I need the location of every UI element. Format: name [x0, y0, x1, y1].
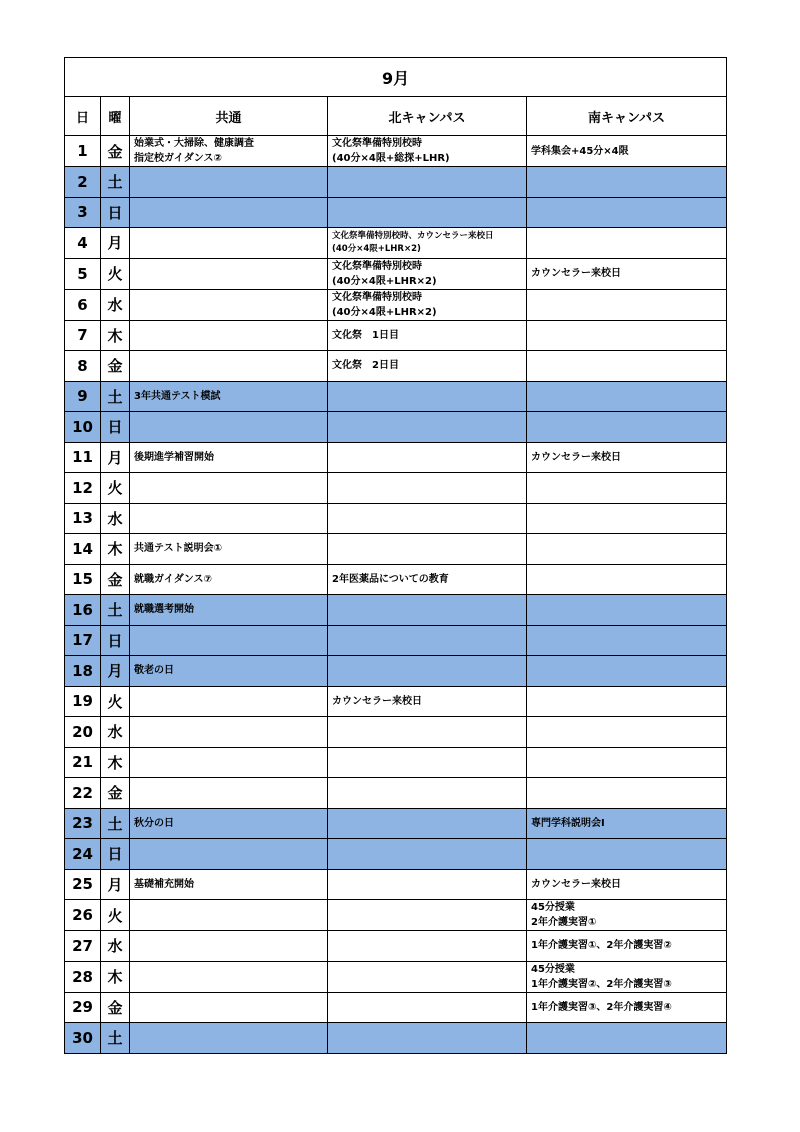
north-campus-cell: [328, 961, 527, 992]
day-number: 22: [65, 778, 101, 809]
south-campus-cell: [527, 534, 727, 565]
common-event-cell: 就職選考開始: [130, 595, 328, 626]
common-event-cell: [130, 839, 328, 870]
north-campus-cell: [328, 381, 527, 412]
day-number: 29: [65, 992, 101, 1023]
weekday-cell: 金: [101, 564, 130, 595]
north-campus-cell: [328, 808, 527, 839]
calendar-row: [65, 289, 727, 320]
day-number: 26: [65, 900, 101, 931]
day-number: 15: [65, 564, 101, 595]
calendar-row: [65, 258, 727, 289]
common-event-cell: 秋分の日: [130, 808, 328, 839]
weekday-cell: 月: [101, 656, 130, 687]
common-event-cell: [130, 320, 328, 351]
common-event-cell: [130, 747, 328, 778]
header-weekday: 曜: [101, 97, 130, 136]
common-event-cell: [130, 473, 328, 504]
calendar-row: [65, 136, 727, 167]
north-campus-cell: [328, 534, 527, 565]
north-campus-cell: カウンセラー来校日: [328, 686, 527, 717]
south-campus-cell: [527, 717, 727, 748]
calendar-row: [65, 686, 727, 717]
common-event-cell: 敬老の日: [130, 656, 328, 687]
month-title: 9月: [65, 58, 727, 97]
common-event-cell: 就職ガイダンス⑦: [130, 564, 328, 595]
day-number: 12: [65, 473, 101, 504]
south-campus-cell: [527, 473, 727, 504]
calendar-row: [65, 564, 727, 595]
day-number: 6: [65, 289, 101, 320]
day-number: 10: [65, 412, 101, 443]
day-number: 14: [65, 534, 101, 565]
south-campus-cell: [527, 351, 727, 382]
calendar-row: [65, 656, 727, 687]
south-campus-cell: [527, 1023, 727, 1054]
south-campus-cell: [527, 503, 727, 534]
common-event-cell: [130, 992, 328, 1023]
day-number: 30: [65, 1023, 101, 1054]
weekday-cell: 土: [101, 808, 130, 839]
weekday-cell: 土: [101, 595, 130, 626]
weekday-cell: 火: [101, 473, 130, 504]
weekday-cell: 火: [101, 900, 130, 931]
calendar-row: [65, 320, 727, 351]
common-event-cell: [130, 167, 328, 198]
south-campus-cell: [527, 656, 727, 687]
calendar-row: [65, 747, 727, 778]
weekday-cell: 日: [101, 412, 130, 443]
south-campus-cell: [527, 747, 727, 778]
north-campus-cell: [328, 656, 527, 687]
north-campus-cell: 文化祭準備特別校時 (40分×4限+総探+LHR): [328, 136, 527, 167]
weekday-cell: 木: [101, 747, 130, 778]
calendar-row: [65, 442, 727, 473]
weekday-cell: 火: [101, 258, 130, 289]
south-campus-cell: カウンセラー来校日: [527, 869, 727, 900]
common-event-cell: [130, 961, 328, 992]
south-campus-cell: [527, 564, 727, 595]
weekday-cell: 金: [101, 351, 130, 382]
north-campus-cell: [328, 503, 527, 534]
day-number: 2: [65, 167, 101, 198]
north-campus-cell: 文化祭 1日目: [328, 320, 527, 351]
calendar-row: [65, 534, 727, 565]
day-number: 16: [65, 595, 101, 626]
weekday-cell: 火: [101, 686, 130, 717]
north-campus-cell: [328, 900, 527, 931]
calendar-row: [65, 900, 727, 931]
south-campus-cell: [527, 167, 727, 198]
day-number: 3: [65, 197, 101, 228]
north-campus-cell: [328, 992, 527, 1023]
north-campus-cell: [328, 778, 527, 809]
weekday-cell: 水: [101, 717, 130, 748]
calendar-row: [65, 503, 727, 534]
south-campus-cell: 1年介護実習③、2年介護実習④: [527, 992, 727, 1023]
weekday-cell: 月: [101, 869, 130, 900]
weekday-cell: 木: [101, 320, 130, 351]
common-event-cell: [130, 351, 328, 382]
weekday-cell: 月: [101, 228, 130, 259]
day-number: 5: [65, 258, 101, 289]
weekday-cell: 土: [101, 167, 130, 198]
common-event-cell: [130, 289, 328, 320]
south-campus-cell: [527, 228, 727, 259]
south-campus-cell: [527, 686, 727, 717]
header-day: 日: [65, 97, 101, 136]
north-campus-cell: [328, 717, 527, 748]
weekday-cell: 土: [101, 1023, 130, 1054]
south-campus-cell: カウンセラー来校日: [527, 258, 727, 289]
common-event-cell: 後期進学補習開始: [130, 442, 328, 473]
common-event-cell: 始業式・大掃除、健康調査 指定校ガイダンス②: [130, 136, 328, 167]
calendar-row: [65, 197, 727, 228]
calendar-row: [65, 992, 727, 1023]
common-event-cell: [130, 228, 328, 259]
calendar-row: [65, 778, 727, 809]
day-number: 1: [65, 136, 101, 167]
weekday-cell: 水: [101, 503, 130, 534]
common-event-cell: [130, 258, 328, 289]
north-campus-cell: [328, 1023, 527, 1054]
north-campus-cell: [328, 625, 527, 656]
north-campus-cell: [328, 869, 527, 900]
day-number: 27: [65, 931, 101, 962]
north-campus-cell: [328, 839, 527, 870]
calendar-row: [65, 1023, 727, 1054]
north-campus-cell: 文化祭準備特別校時、カウンセラー来校日 (40分×4限+LHR×2): [328, 228, 527, 259]
common-event-cell: [130, 412, 328, 443]
calendar-body: [65, 136, 727, 1054]
north-campus-cell: [328, 473, 527, 504]
calendar-row: [65, 228, 727, 259]
south-campus-cell: [527, 625, 727, 656]
north-campus-cell: 2年医薬品についての教育: [328, 564, 527, 595]
weekday-cell: 水: [101, 289, 130, 320]
day-number: 24: [65, 839, 101, 870]
common-event-cell: [130, 778, 328, 809]
north-campus-cell: [328, 931, 527, 962]
day-number: 7: [65, 320, 101, 351]
day-number: 18: [65, 656, 101, 687]
day-number: 25: [65, 869, 101, 900]
calendar-row: [65, 869, 727, 900]
weekday-cell: 日: [101, 625, 130, 656]
header-north-campus: 北キャンパス: [328, 97, 527, 136]
north-campus-cell: 文化祭準備特別校時 (40分×4限+LHR×2): [328, 289, 527, 320]
calendar-row: [65, 473, 727, 504]
common-event-cell: [130, 1023, 328, 1054]
day-number: 4: [65, 228, 101, 259]
common-event-cell: [130, 503, 328, 534]
day-number: 8: [65, 351, 101, 382]
weekday-cell: 水: [101, 931, 130, 962]
day-number: 21: [65, 747, 101, 778]
common-event-cell: 基礎補充開始: [130, 869, 328, 900]
south-campus-cell: 1年介護実習①、2年介護実習②: [527, 931, 727, 962]
south-campus-cell: [527, 320, 727, 351]
south-campus-cell: [527, 381, 727, 412]
calendar-table: [64, 57, 727, 1054]
north-campus-cell: [328, 197, 527, 228]
calendar-row: [65, 931, 727, 962]
north-campus-cell: 文化祭 2日目: [328, 351, 527, 382]
calendar-row: [65, 381, 727, 412]
day-number: 20: [65, 717, 101, 748]
common-event-cell: 共通テスト説明会①: [130, 534, 328, 565]
south-campus-cell: [527, 778, 727, 809]
north-campus-cell: 文化祭準備特別校時 (40分×4限+LHR×2): [328, 258, 527, 289]
south-campus-cell: [527, 839, 727, 870]
calendar-row: [65, 717, 727, 748]
calendar-row: [65, 625, 727, 656]
south-campus-cell: カウンセラー来校日: [527, 442, 727, 473]
south-campus-cell: [527, 197, 727, 228]
south-campus-cell: 45分授業 1年介護実習②、2年介護実習③: [527, 961, 727, 992]
common-event-cell: [130, 900, 328, 931]
north-campus-cell: [328, 167, 527, 198]
weekday-cell: 金: [101, 778, 130, 809]
south-campus-cell: 専門学科説明会Ⅰ: [527, 808, 727, 839]
common-event-cell: [130, 931, 328, 962]
calendar-row: [65, 351, 727, 382]
common-event-cell: [130, 625, 328, 656]
north-campus-cell: [328, 412, 527, 443]
calendar-row: [65, 167, 727, 198]
common-event-cell: [130, 197, 328, 228]
weekday-cell: 日: [101, 197, 130, 228]
day-number: 23: [65, 808, 101, 839]
common-event-cell: [130, 686, 328, 717]
day-number: 9: [65, 381, 101, 412]
south-campus-cell: 45分授業 2年介護実習①: [527, 900, 727, 931]
north-campus-cell: [328, 442, 527, 473]
day-number: 28: [65, 961, 101, 992]
north-campus-cell: [328, 595, 527, 626]
common-event-cell: 3年共通テスト模試: [130, 381, 328, 412]
south-campus-cell: [527, 289, 727, 320]
header-common: 共通: [130, 97, 328, 136]
calendar-row: [65, 961, 727, 992]
calendar-row: [65, 412, 727, 443]
weekday-cell: 日: [101, 839, 130, 870]
weekday-cell: 土: [101, 381, 130, 412]
weekday-cell: 木: [101, 961, 130, 992]
weekday-cell: 木: [101, 534, 130, 565]
header-south-campus: 南キャンパス: [527, 97, 727, 136]
day-number: 11: [65, 442, 101, 473]
day-number: 19: [65, 686, 101, 717]
common-event-cell: [130, 717, 328, 748]
calendar-row: [65, 839, 727, 870]
calendar-row: [65, 595, 727, 626]
north-campus-cell: [328, 747, 527, 778]
south-campus-cell: 学科集会+45分×4限: [527, 136, 727, 167]
south-campus-cell: [527, 595, 727, 626]
south-campus-cell: [527, 412, 727, 443]
weekday-cell: 金: [101, 992, 130, 1023]
weekday-cell: 月: [101, 442, 130, 473]
calendar-row: [65, 808, 727, 839]
weekday-cell: 金: [101, 136, 130, 167]
day-number: 17: [65, 625, 101, 656]
day-number: 13: [65, 503, 101, 534]
